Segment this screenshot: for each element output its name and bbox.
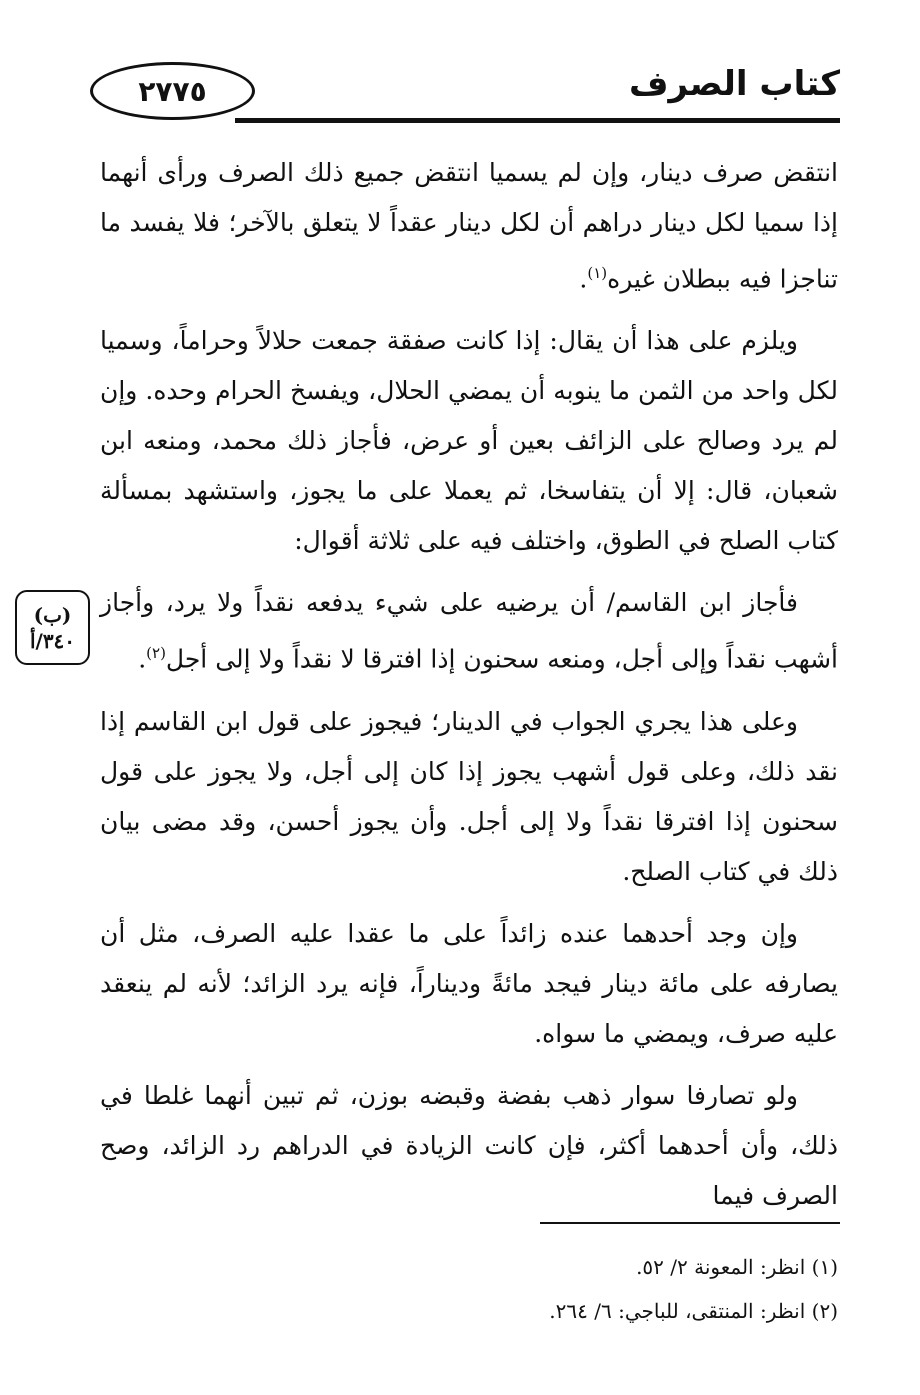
- footnote-separator: [540, 1222, 840, 1224]
- page-header: [85, 60, 840, 130]
- footnote-2: (٢) انظر: المنتقى، للباجي: ٦/ ٢٦٤.: [549, 1299, 838, 1323]
- paragraph-1-text: انتقض صرف دينار، وإن لم يسميا انتقض جميع ذلك الصرف ورأى أنهما إذا سميا لكل دينار دراهم أن لكل دينار عقداً لا يتعلق بالآخر؛ فلا يفسد ما تناجزا فيه ببطلان غيره: [100, 158, 838, 294]
- body-text: [100, 148, 838, 1233]
- paragraph-3-text: فأجاز ابن القاسم/ أن يرضيه على شيء يدفعه نقداً ولا يرد، وأجاز أشهب نقداً وإلى أجل، ومنعه سحنون إذا افترقا لا نقداً ولا إلى أجل: [100, 588, 838, 674]
- footnote-ref-2: (٢): [146, 644, 166, 663]
- manuscript-folio-note: [15, 590, 90, 665]
- paragraph-1: انتقض صرف دينار، وإن لم يسميا انتقض جميع ذلك الصرف ورأى أنهما إذا سميا لكل دينار دراهم أن لكل دينار عقداً لا يتعلق بالآخر؛ فلا يفسد ما تناجزا فيه ببطلان غيره$^{(١)}$.: [100, 158, 838, 294]
- paragraph-2: ويلزم على هذا أن يقال: إذا كانت صفقة جمعت حلالاً وحراماً، وسميا لكل واحد من الثمن ما ينوبه أن يمضي الحلال، ويفسخ الحرام وحده. وإن لم يرد وصالح على الزائف بعين أو عرض، فأجاز ذلك محمد، ومنعه ابن شعبان، قال: إلا أن يتفاسخا، ثم يعملا على ما يجوز، واستشهد بمسألة كتاب الصلح في الطوق، واختلف فيه على ثلاثة أقوال:: [100, 326, 838, 556]
- folio-side: (ب): [33, 602, 72, 627]
- paragraph-5: وإن وجد أحدهما عنده زائداً على ما عقدا عليه الصرف، مثل أن يصارفه على مائة دينار فيجد مائةً وديناراً، فإنه يرد الزائد؛ لأنه لم ينعقد عليه صرف، ويمضي ما سواه.: [100, 918, 838, 1048]
- page-number: ٢٧٧٥: [90, 62, 255, 120]
- footnote-1: (١) انظر: المعونة ٢/ ٥٢.: [636, 1255, 838, 1279]
- paragraph-4: وعلى هذا يجري الجواب في الدينار؛ فيجوز على قول ابن القاسم إذا نقد ذلك، وعلى قول أشهب يجوز إذا كان إلى أجل، ولا يجوز على قول سحنون إذا افترقا نقداً ولا إلى أجل. وأن يجوز أحسن، وقد مضى بيان ذلك في كتاب الصلح.: [100, 706, 838, 886]
- paragraph-3: فأجاز ابن القاسم/ أن يرضيه على شيء يدفعه نقداً ولا يرد، وأجاز أشهب نقداً وإلى أجل، ومنعه سحنون إذا افترقا لا نقداً ولا إلى أجل$^{(٢)}$.: [100, 588, 838, 674]
- header-rule: [235, 118, 840, 123]
- paragraph-6: ولو تصارفا سوار ذهب بفضة وقبضه بوزن، ثم تبين أنهما غلطا في ذلك، وأن أحدهما أكثر، فإن كانت الزيادة في الدراهم رد الزائد، وصح الصرف فيما: [100, 1080, 838, 1210]
- footnotes: [400, 1245, 838, 1333]
- footnote-ref-1: (١): [587, 264, 608, 282]
- folio-number: ٣٤٠/أ: [29, 628, 76, 653]
- running-title: كتاب الصرف: [629, 64, 840, 104]
